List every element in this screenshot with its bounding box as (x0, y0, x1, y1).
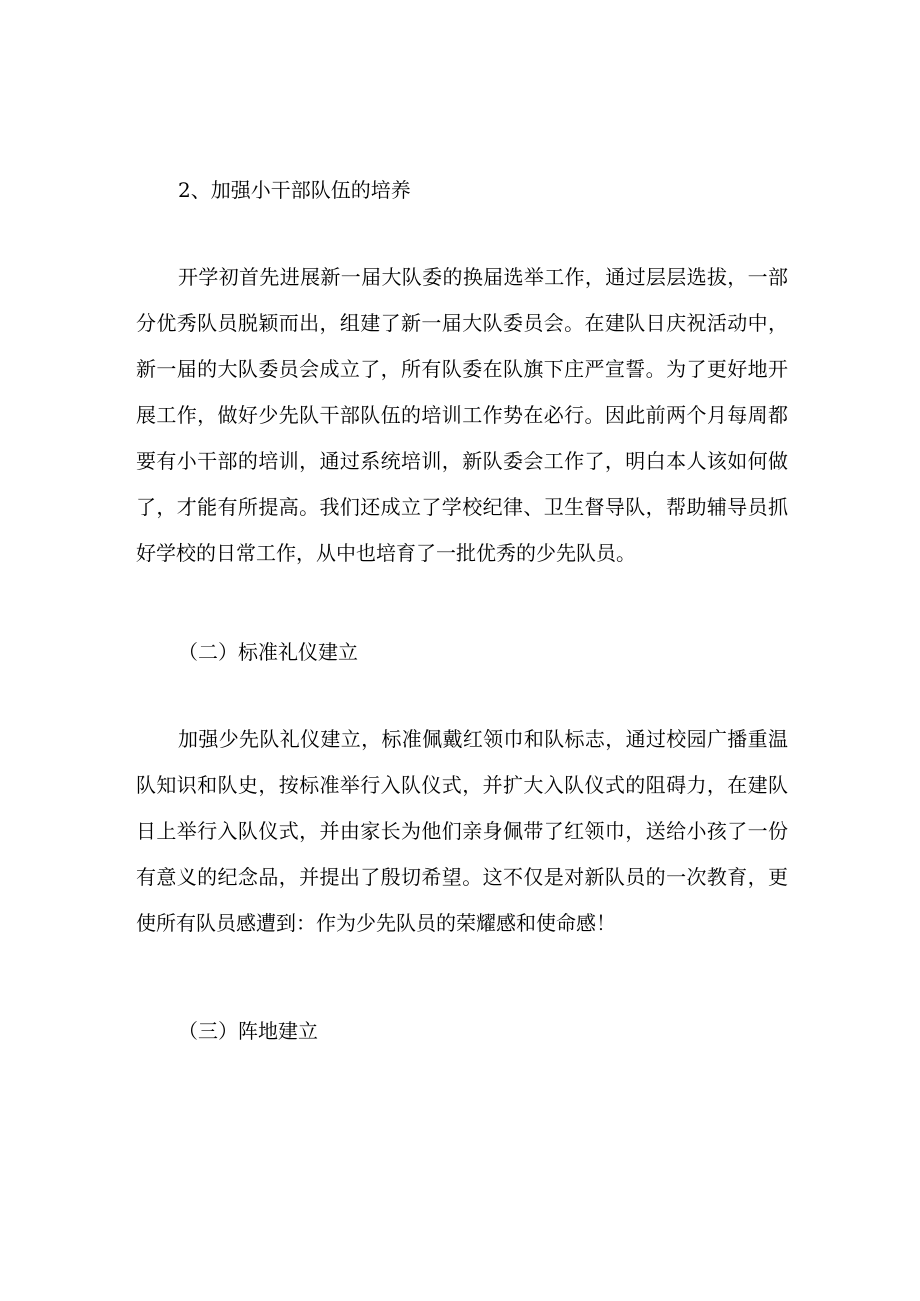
paragraph-line: 新一届的大队委员会成立了，所有队委在队旗下庄严宣誓。为了更好地开 (136, 357, 788, 381)
paragraph-line: 开学初首先进展新一届大队委的换届选举工作，通过层层选拔，一部 (178, 265, 788, 289)
paragraph-line: 使所有队员感遭到：作为少先队员的荣耀感和使命感！ (136, 911, 616, 935)
paragraph-line: 日上举行入队仪式，并由家长为他们亲身佩带了红领巾，送给小孩了一份 (136, 819, 788, 843)
paragraph-line: 展工作，做好少先队干部队伍的培训工作势在必行。因此前两个月每周都 (136, 403, 788, 427)
paragraph-line: 分优秀队员脱颖而出，组建了新一届大队委员会。在建队日庆祝活动中， (136, 311, 788, 335)
paragraph-cadre-training (136, 254, 788, 576)
section-heading-2: 2、加强小干部队伍的培养 (178, 178, 411, 202)
paragraph-line: 好学校的日常工作，从中也培育了一批优秀的少先队员。 (136, 541, 636, 565)
paragraph-etiquette (136, 716, 788, 946)
paragraph-line: 加强少先队礼仪建立，标准佩戴红领巾和队标志，通过校园广播重温 (178, 727, 788, 751)
section-heading-position: （三）阵地建立 (178, 1019, 318, 1043)
paragraph-line: 了，才能有所提高。我们还成立了学校纪律、卫生督导队，帮助辅导员抓 (136, 495, 788, 519)
paragraph-line: 有意义的纪念品，并提出了殷切希望。这不仅是对新队员的一次教育，更 (136, 865, 788, 889)
paragraph-line: 队知识和队史，按标准举行入队仪式，并扩大入队仪式的阻碍力，在建队 (136, 773, 788, 797)
paragraph-line: 要有小干部的培训，通过系统培训，新队委会工作了，明白本人该如何做 (136, 449, 788, 473)
section-heading-etiquette: （二）标准礼仪建立 (178, 640, 358, 664)
